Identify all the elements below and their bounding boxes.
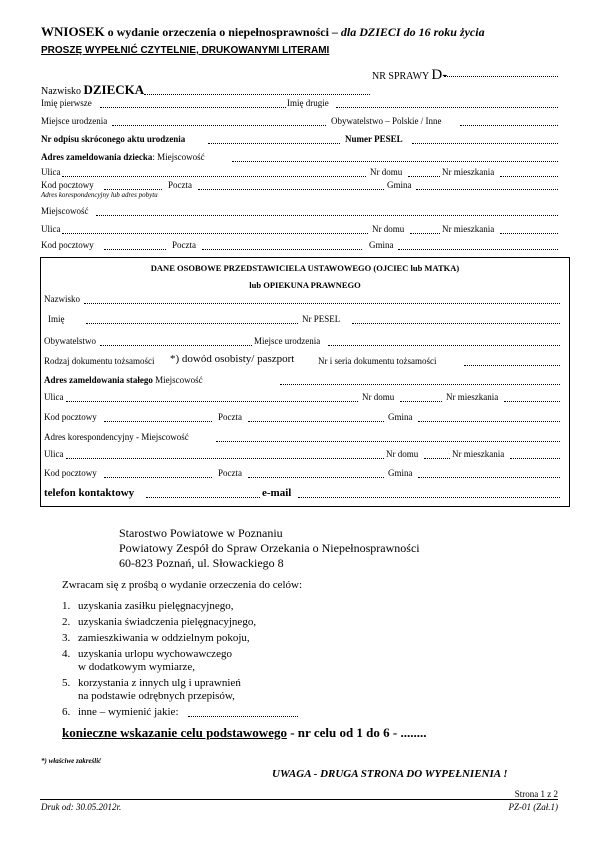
- corr-flat-no-label: Nr mieszkania: [442, 224, 495, 234]
- request-intro: Zwracam się z prośbą o wydanie orzeczenia do celów:: [62, 579, 303, 591]
- corr-post-office-label: Poczta: [172, 240, 196, 250]
- guardian-title-2: lub OPIEKUNA PRAWNEGO: [249, 280, 361, 290]
- recipient-line-1: Starostwo Powiatowe w Poznaniu: [119, 526, 283, 540]
- corr-postcode-label: Kod pocztowy: [41, 240, 94, 250]
- corr-postcode-field[interactable]: [104, 249, 166, 250]
- second-page-warning: UWAGA - DRUGA STRONA DO WYPEŁNIENIA !: [272, 768, 508, 780]
- purpose-item[interactable]: 6.: [62, 706, 71, 718]
- page-number: Strona 1 z 2: [514, 789, 558, 799]
- child-second-name-label: Imię drugie: [287, 98, 329, 108]
- child-citizenship-field[interactable]: [460, 125, 558, 126]
- form-code: PZ-01 (Zał.1): [508, 802, 558, 812]
- guardian-pesel-field[interactable]: [352, 323, 560, 324]
- footer-divider: [40, 799, 558, 800]
- form-title-bold: WNIOSEK: [41, 24, 105, 39]
- guardian-flat-no-field[interactable]: [504, 401, 560, 402]
- child-city-field[interactable]: [232, 161, 558, 162]
- form-title: [41, 24, 485, 40]
- guardian-flat-no-label: Nr mieszkania: [446, 392, 499, 402]
- case-number-label: NR SPRAWY D-: [372, 67, 448, 83]
- purpose-item-text-2: w dodatkowym wymiarze,: [78, 661, 195, 673]
- guardian-corr-flat-no-label: Nr mieszkania: [452, 449, 505, 459]
- child-postcode-field[interactable]: [104, 189, 162, 190]
- form-title-normal: o wydanie orzeczenia o niepełnosprawności –: [104, 25, 341, 39]
- guardian-surname-field[interactable]: [84, 303, 560, 304]
- guardian-corr-house-no-label: Nr domu: [386, 449, 419, 459]
- case-number-field[interactable]: [444, 76, 558, 77]
- guardian-street-label: Ulica: [44, 392, 64, 402]
- purpose-item[interactable]: 1.: [62, 600, 71, 612]
- guardian-pesel-label: Nr PESEL: [302, 314, 341, 324]
- form-title-italic: dla DZIECI do 16 roku życia: [340, 25, 485, 39]
- purpose-item-text: korzystania z innych ulg i uprawnień: [78, 677, 241, 689]
- purpose-item-text: uzyskania świadczenia pielęgnacyjnego,: [78, 616, 257, 628]
- corr-commune-field[interactable]: [398, 249, 558, 250]
- child-commune-label: Gmina: [387, 180, 412, 190]
- guardian-corr-street-field[interactable]: [66, 458, 384, 459]
- child-address-label: Adres zameldowania dziecka: Miejscowość: [41, 152, 205, 162]
- child-house-no-field[interactable]: [408, 176, 440, 177]
- guardian-title-1: DANE OSOBOWE PRZEDSTAWICIELA USTAWOWEGO (OJCIEC lub MATKA): [150, 263, 460, 273]
- purpose-item[interactable]: 2.: [62, 616, 71, 628]
- child-birth-cert-field[interactable]: [208, 143, 340, 144]
- child-postcode-label: Kod pocztowy: [41, 180, 94, 190]
- guardian-email-field[interactable]: [298, 497, 560, 498]
- child-pesel-field[interactable]: [412, 143, 558, 144]
- child-first-name-field[interactable]: [100, 107, 286, 108]
- child-first-name-label: Imię pierwsze: [41, 98, 92, 108]
- child-commune-field[interactable]: [416, 189, 558, 190]
- child-pesel-label: Numer PESEL: [345, 134, 403, 144]
- guardian-corr-street-label: Ulica: [44, 449, 64, 459]
- guardian-post-office-label: Poczta: [218, 412, 242, 422]
- guardian-corr-commune-field[interactable]: [418, 477, 560, 478]
- guardian-email-label: e-mail: [262, 487, 292, 499]
- purpose-item-text: uzyskania zasiłku pielęgnacyjnego,: [78, 600, 234, 612]
- child-house-no-label: Nr domu: [370, 167, 403, 177]
- corr-street-label: Ulica: [41, 224, 61, 234]
- recipient-line-2: Powiatowy Zespół do Spraw Orzekania o Niepełnosprawności: [119, 541, 420, 555]
- purpose-item[interactable]: 3.: [62, 632, 71, 644]
- child-post-office-label: Poczta: [168, 180, 192, 190]
- guardian-corr-post-office-field[interactable]: [248, 477, 384, 478]
- guardian-birthplace-field[interactable]: [328, 345, 560, 346]
- child-second-name-field[interactable]: [336, 107, 558, 108]
- corr-city-label: Miejscowość: [41, 206, 89, 216]
- guardian-commune-label: Gmina: [388, 412, 413, 422]
- print-date: Druk od: 30.05.2012r.: [41, 802, 122, 812]
- guardian-surname-label: Nazwisko: [44, 294, 80, 304]
- child-surname-label: Nazwisko DZIECKA: [41, 82, 145, 97]
- purpose-item[interactable]: 4.: [62, 648, 71, 660]
- guardian-commune-field[interactable]: [418, 421, 560, 422]
- guardian-post-office-field[interactable]: [248, 421, 384, 422]
- purpose-item-text: uzyskania urlopu wychowawczego: [78, 648, 232, 660]
- guardian-phone-label: telefon kontaktowy: [44, 487, 135, 499]
- guardian-id-number-label: Nr i seria dokumentu tożsamości: [318, 356, 437, 366]
- guardian-postcode-field[interactable]: [104, 421, 212, 422]
- recipient-line-3: 60-823 Poznań, ul. Słowackiego 8: [119, 556, 284, 570]
- guardian-phone-field[interactable]: [146, 497, 260, 498]
- guardian-name-label: Imię: [48, 314, 65, 324]
- child-street-field[interactable]: [62, 176, 366, 177]
- guardian-id-type-label: Rodzaj dokumentu tożsamości: [44, 356, 155, 366]
- purpose-item[interactable]: 5.: [62, 677, 71, 689]
- guardian-citizenship-field[interactable]: [100, 345, 252, 346]
- purpose-item-text: zamieszkiwania w oddzielnym pokoju,: [78, 632, 250, 644]
- purpose-other-field[interactable]: [188, 716, 298, 717]
- purpose-item-text: inne – wymienić jakie:: [78, 706, 179, 718]
- corr-commune-label: Gmina: [369, 240, 394, 250]
- guardian-name-field[interactable]: [86, 323, 298, 324]
- corr-address-note: Adres korespondencyjny lub adres pobytu: [41, 191, 158, 199]
- guardian-house-no-field[interactable]: [400, 401, 442, 402]
- child-citizenship-label: Obywatelstwo – Polskie / Inne: [331, 116, 442, 126]
- child-birth-cert-label: Nr odpisu skróconego aktu urodzenia: [41, 134, 186, 144]
- guardian-street-field[interactable]: [66, 401, 358, 402]
- corr-street-field[interactable]: [62, 233, 368, 234]
- guardian-corr-city-field[interactable]: [216, 441, 560, 442]
- guardian-corr-postcode-label: Kod pocztowy: [44, 468, 97, 478]
- guardian-corr-flat-no-field[interactable]: [510, 458, 560, 459]
- child-street-label: Ulica: [41, 167, 61, 177]
- purpose-item-text-2: na podstawie odrębnych przepisów,: [78, 690, 235, 702]
- corr-city-field[interactable]: [96, 215, 558, 216]
- child-surname-field[interactable]: [144, 94, 370, 95]
- child-birthplace-label: Miejsce urodzenia: [41, 116, 108, 126]
- corr-house-no-field[interactable]: [410, 233, 440, 234]
- guardian-corr-commune-label: Gmina: [388, 468, 413, 478]
- guardian-address-label: Adres zameldowania stałego Miejscowość: [44, 375, 203, 385]
- child-post-office-field[interactable]: [198, 189, 384, 190]
- guardian-corr-house-no-field[interactable]: [424, 458, 450, 459]
- footnote: *) właściwe zakreślić: [41, 757, 102, 765]
- corr-flat-no-field[interactable]: [500, 233, 558, 234]
- guardian-id-number-field[interactable]: [464, 365, 560, 366]
- main-purpose: konieczne wskazanie celu podstawowego - nr celu od 1 do 6 - ........: [62, 725, 427, 740]
- guardian-corr-postcode-field[interactable]: [104, 477, 212, 478]
- guardian-id-type-options[interactable]: *) dowód osobisty/ paszport: [170, 353, 295, 365]
- child-flat-no-label: Nr mieszkania: [442, 167, 495, 177]
- corr-house-no-label: Nr domu: [372, 224, 405, 234]
- guardian-postcode-label: Kod pocztowy: [44, 412, 97, 422]
- guardian-corr-post-office-label: Poczta: [218, 468, 242, 478]
- guardian-birthplace-label: Miejsce urodzenia: [254, 336, 321, 346]
- child-flat-no-field[interactable]: [500, 176, 558, 177]
- child-birthplace-field[interactable]: [112, 125, 326, 126]
- corr-post-office-field[interactable]: [202, 249, 362, 250]
- fill-instruction: PROSZĘ WYPEŁNIĆ CZYTELNIE, DRUKOWANYMI LITERAMI: [41, 45, 330, 56]
- guardian-citizenship-label: Obywatelstwo: [44, 336, 96, 346]
- guardian-corr-label: Adres korespondencyjny - Miejscowość: [44, 432, 189, 442]
- guardian-house-no-label: Nr domu: [362, 392, 395, 402]
- guardian-city-field[interactable]: [280, 384, 560, 385]
